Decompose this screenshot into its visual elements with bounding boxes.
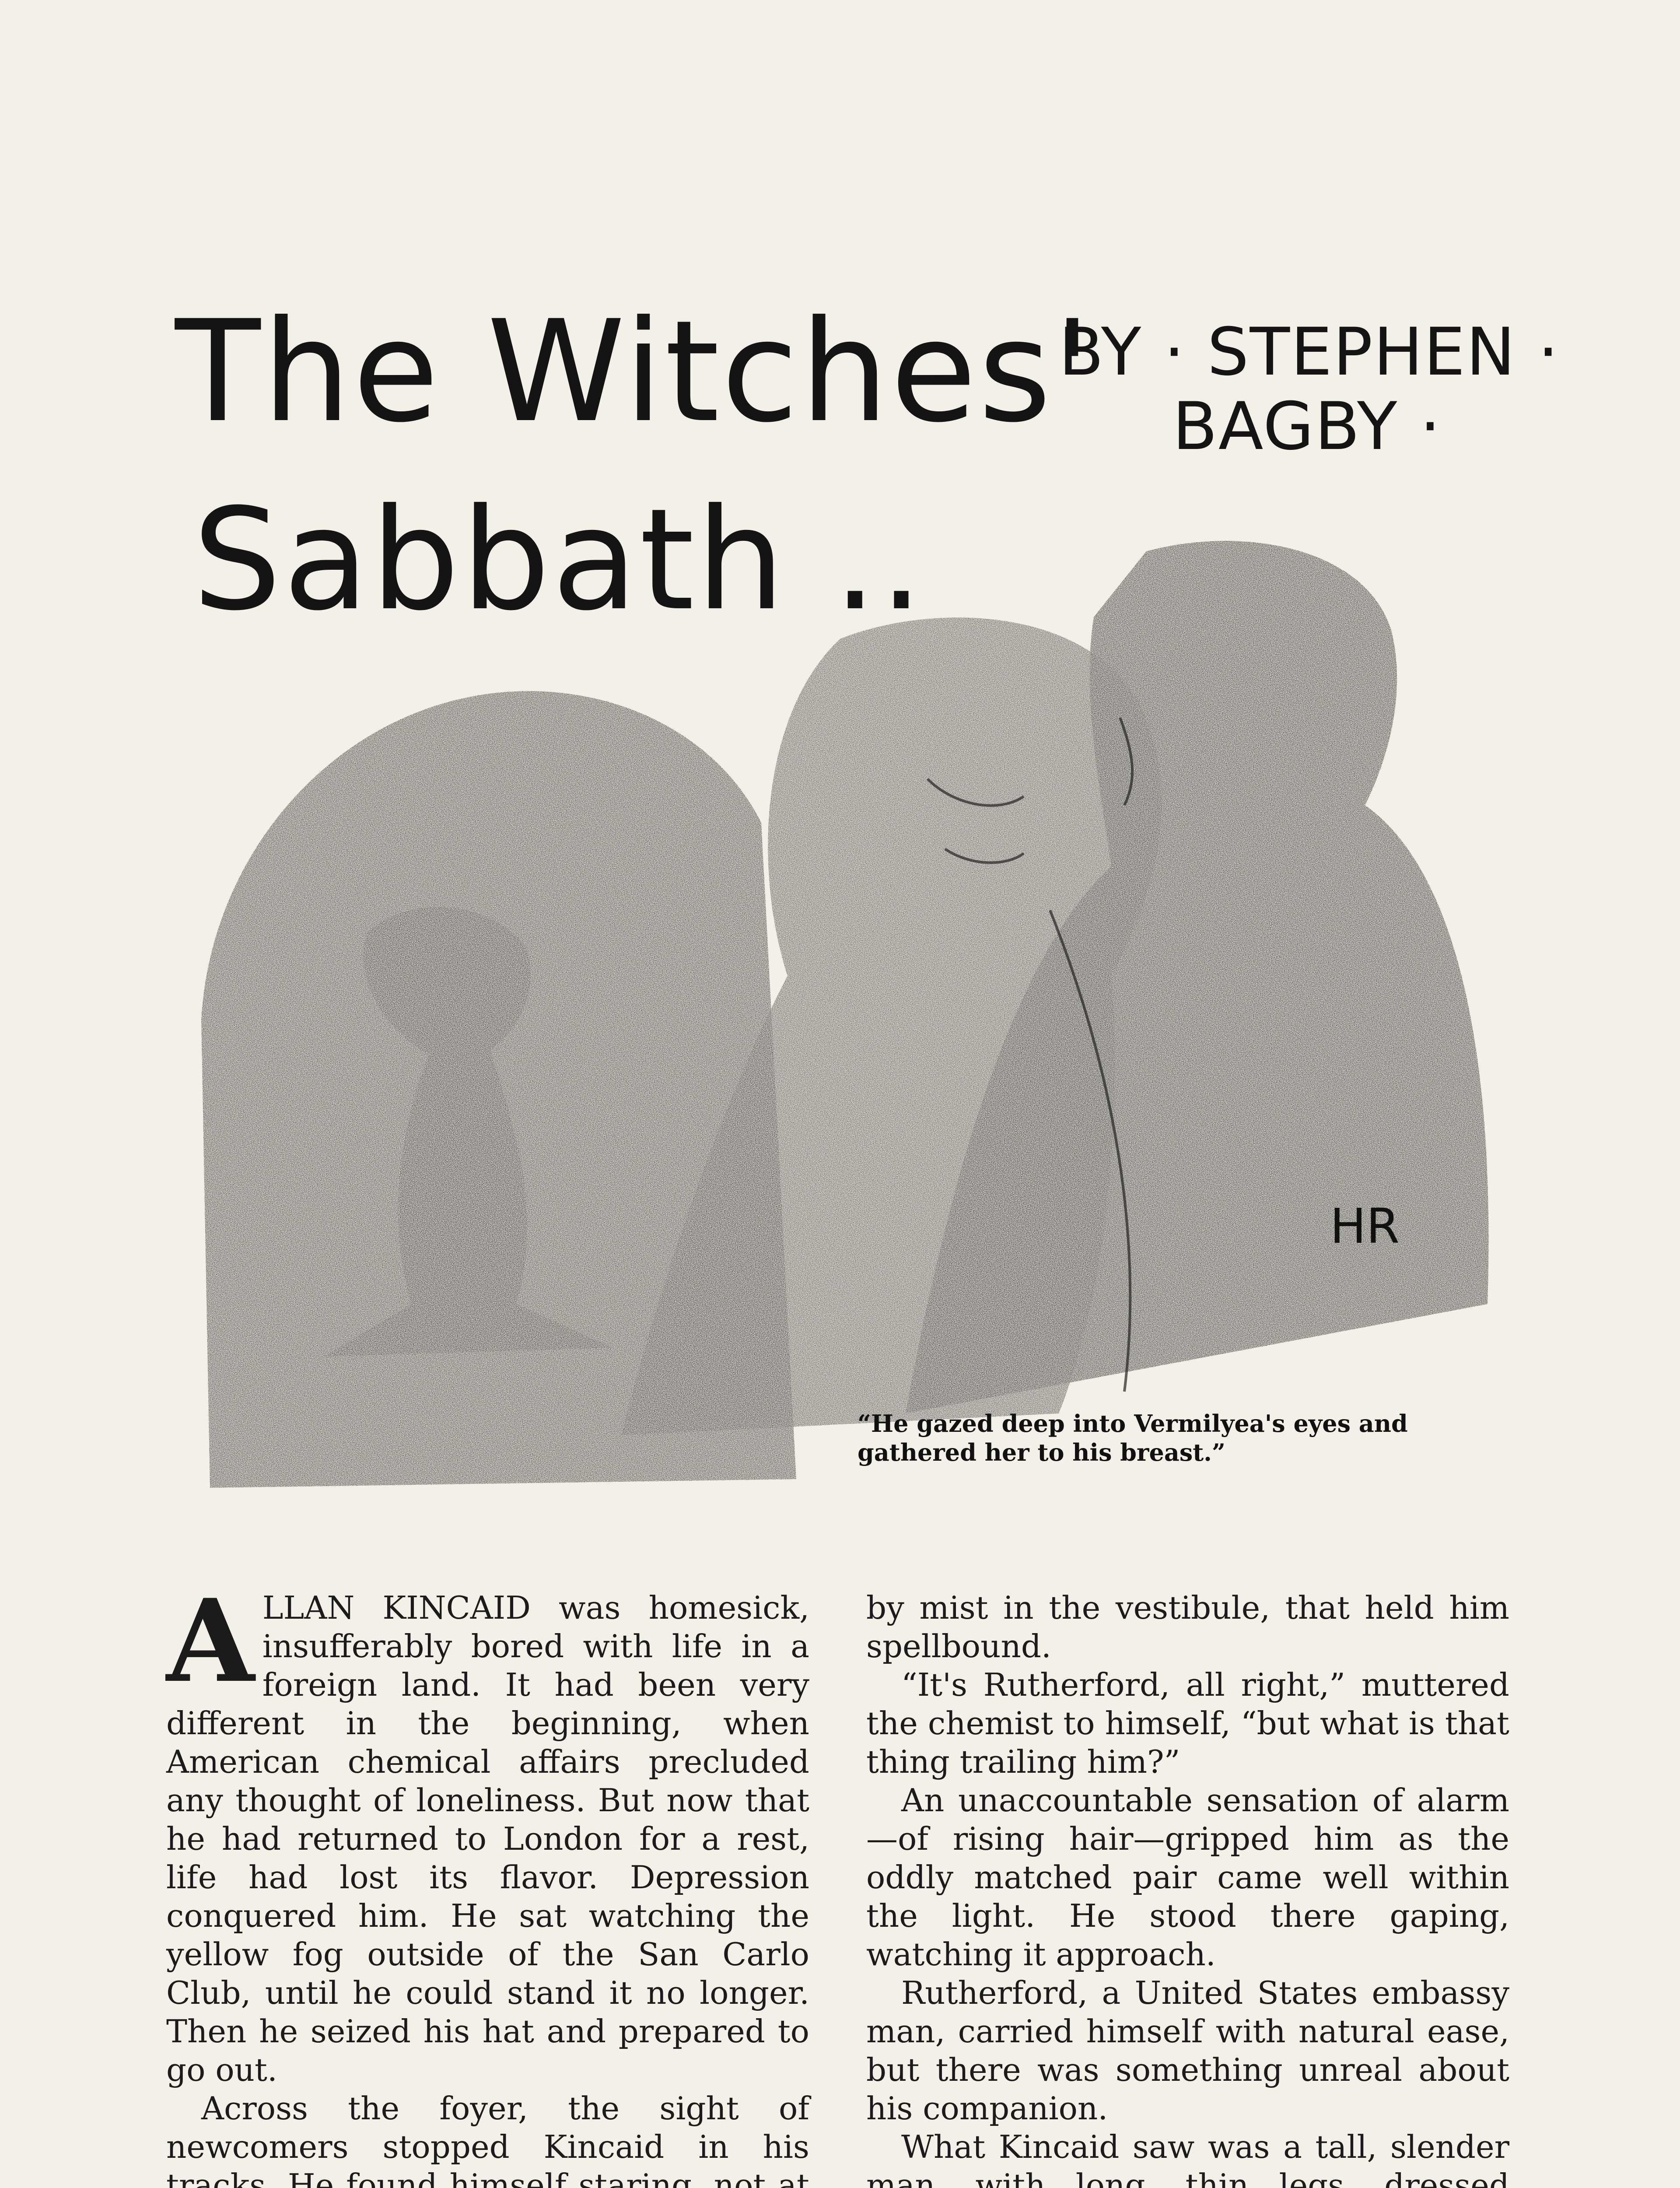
story-paragraph: Rutherford, a United States embassy man, carried himself with natural ease, but there was something unreal about his companion. <box>866 1974 1509 2128</box>
story-paragraph: by mist in the vestibule, that held him spellbound. <box>866 1588 1509 1666</box>
story-paragraph: “It's Rutherford, all right,” muttered the chemist to himself, “but what is that thing trailing him?” <box>866 1666 1509 1781</box>
story-title-line-2: Sabbath .. <box>192 490 925 630</box>
illustration-caption: “He gazed deep into Vermilyea's eyes and gathered her to his breast.” <box>858 1409 1514 1467</box>
author-byline-line-1: BY · STEPHEN · <box>1059 319 1560 385</box>
drop-cap: A <box>166 1595 255 1687</box>
author-byline-line-2: BAGBY · <box>1172 394 1442 459</box>
story-paragraph: What Kincaid saw was a tall, slender man, with long, thin legs, dressed <box>866 2128 1509 2188</box>
story-paragraph: An unaccountable sensation of alarm—of rising hair—gripped him as the oddly matched pair came well within the light. He stood there gaping, watching it approach. <box>866 1781 1509 1974</box>
story-title-line-1: The Witches' <box>175 302 1093 442</box>
illustrator-signature: HR <box>1330 1198 1400 1254</box>
story-paragraph: ALLAN KINCAID was homesick, insufferably bored with life in a foreign land. It had been very different in the beginning, when American chemical affairs precluded any thought of loneliness. But now that he had returned to London for a rest, life had lost its flavor. Depression conquered him. He sat watching the yellow fog outside of the San Carlo Club, until he could stand it no longer. Then he seized his hat and prepared to go out. <box>166 1588 809 2089</box>
story-paragraph: Across the foyer, the sight of newcomers stopped Kincaid in his tracks. He found himself staring, not at <box>166 2089 809 2188</box>
